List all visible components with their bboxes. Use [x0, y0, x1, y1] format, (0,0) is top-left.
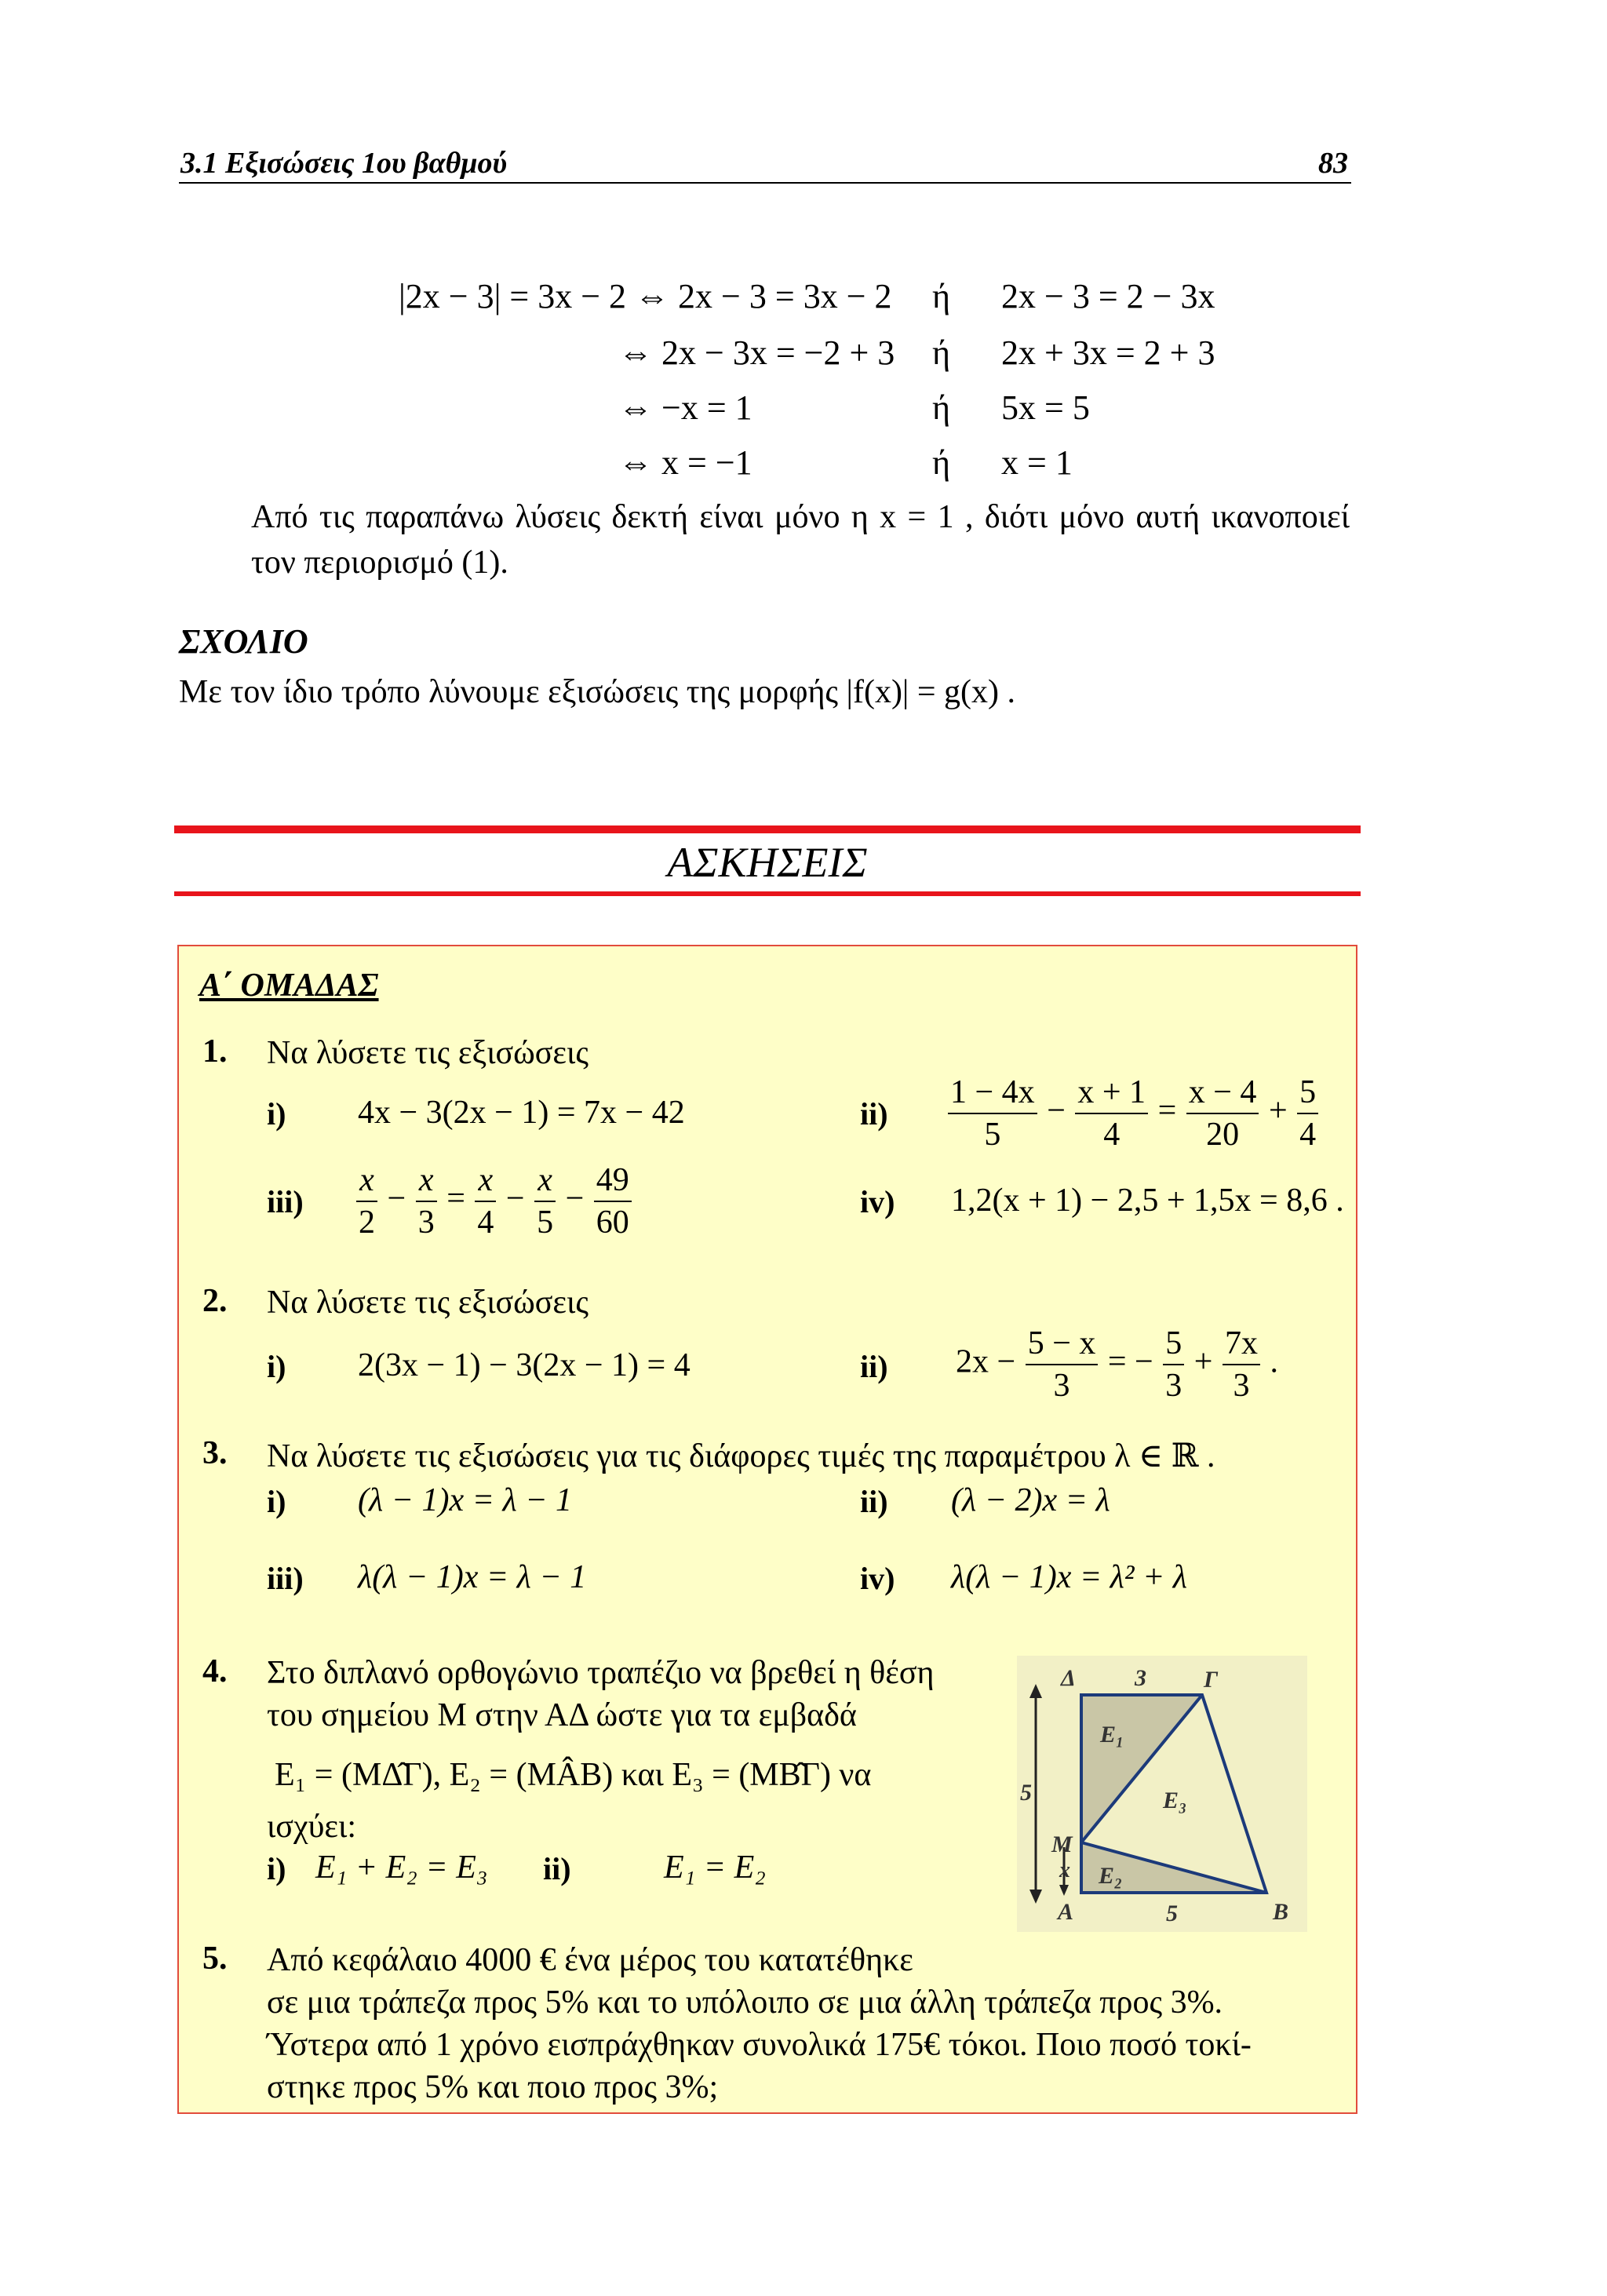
- exercise-5-line-1: Από κεφάλαιο 4000 € ένα μέρος του κατατέθηκε: [267, 1942, 913, 1978]
- exercise-4-ii-label: ii): [543, 1851, 571, 1886]
- label-e3: E₃: [1163, 1788, 1187, 1813]
- label-gamma: Γ: [1204, 1667, 1219, 1693]
- frac-numerator: x: [475, 1160, 496, 1202]
- page-number: 83: [1318, 147, 1348, 180]
- label-delta: Δ: [1061, 1665, 1076, 1691]
- exercise-1-i-label: i): [267, 1096, 286, 1132]
- frac-denominator: 4: [1103, 1117, 1121, 1153]
- header-rule: [179, 182, 1351, 184]
- frac-denominator: 5: [537, 1204, 554, 1241]
- derivation-row-2-left: ⇔ 2x − 3x = −2 + 3: [618, 333, 895, 372]
- derivation-row-2-right: 2x + 3x = 2 + 3: [1001, 333, 1215, 372]
- exercise-2-ii-expr: 2x − $\frac{5 - x}{3}$ = − $\frac{5}{3}$ + $\frac{7x}{3}$ .: [956, 1323, 1278, 1406]
- arrowhead-down-small-icon: [1059, 1885, 1069, 1896]
- frac-denominator: 4: [477, 1204, 494, 1241]
- frac-numerator: 5: [1163, 1323, 1184, 1365]
- group-title: Α΄ ΟΜΑΔΑΣ: [199, 968, 379, 1004]
- trapezoid-svg: [1017, 1656, 1307, 1932]
- frac-numerator: 49: [594, 1160, 632, 1202]
- note-text: Με τον ίδιο τρόπο λύνουμε εξισώσεις της μορφής |f(x)| = g(x) .: [179, 674, 1015, 710]
- exercise-3-i-label: i): [267, 1484, 286, 1519]
- label-top-length: 3: [1135, 1665, 1146, 1691]
- exercise-3-iii-expr: λ(λ − 1)x = λ − 1: [358, 1559, 587, 1595]
- frac-denominator: 3: [1233, 1368, 1250, 1404]
- label-side-length: 5: [1020, 1780, 1032, 1806]
- derivation-row-1-left: |2x − 3| = 3x − 2 ⇔ 2x − 3 = 3x − 2: [399, 277, 892, 315]
- red-rule-bottom: [174, 891, 1361, 896]
- exercise-3-i-expr: (λ − 1)x = λ − 1: [358, 1482, 573, 1518]
- note-title: ΣΧΟΛΙΟ: [179, 622, 308, 661]
- label-e2: E₂: [1099, 1863, 1123, 1889]
- derivation-row-2-or: ή: [932, 333, 951, 372]
- frac-numerator: x − 4: [1186, 1072, 1259, 1114]
- exercise-4-line-2: του σημείου Μ στην ΑΔ ώστε για τα εμβαδά: [267, 1697, 857, 1733]
- frac-numerator: 1 − 4x: [948, 1072, 1037, 1114]
- derivation-row-4-left: ⇔ x = −1: [618, 443, 752, 482]
- exercise-5-line-3: Ύστερα από 1 χρόνο εισπράχθηκαν συνολικά 175€ τόκοι. Ποιο ποσό τοκί-: [267, 2027, 1252, 2063]
- frac-numerator: 5: [1297, 1072, 1318, 1114]
- frac-numerator: x: [534, 1160, 556, 1202]
- section-title: 3.1 Εξισώσεις 1ου βαθμού: [180, 147, 508, 180]
- exercise-1-iv-label: iv): [860, 1184, 895, 1219]
- frac-denominator: 3: [1053, 1368, 1070, 1404]
- derivation-row-4-right: x = 1: [1001, 443, 1073, 482]
- exercise-5-number: 5.: [202, 1941, 228, 1977]
- exercise-1-prompt: Να λύσετε τις εξισώσεις: [267, 1035, 589, 1071]
- derivation-row-1-right: 2x − 3 = 2 − 3x: [1001, 277, 1215, 315]
- frac-denominator: 3: [1165, 1368, 1182, 1404]
- exercise-3-iv-expr: λ(λ − 1)x = λ² + λ: [951, 1559, 1187, 1595]
- exercise-4-number: 4.: [202, 1653, 228, 1689]
- frac-numerator: x: [356, 1160, 377, 1202]
- exercise-3-prompt: Να λύσετε τις εξισώσεις για τις διάφορες τιμές της παραμέτρου λ ∈ ℝ .: [267, 1438, 1215, 1474]
- frac-numerator: 5 − x: [1026, 1323, 1099, 1365]
- exercise-3-ii-expr: (λ − 2)x = λ: [951, 1482, 1110, 1518]
- label-a: A: [1058, 1899, 1074, 1925]
- label-bottom-length: 5: [1166, 1901, 1178, 1926]
- derivation-row-1-or: ή: [932, 277, 951, 315]
- exercise-2-number: 2.: [202, 1283, 228, 1319]
- exercise-1-i-expr: 4x − 3(2x − 1) = 7x − 42: [358, 1095, 685, 1131]
- frac-denominator: 20: [1206, 1117, 1240, 1153]
- exercise-3-number: 3.: [202, 1435, 228, 1471]
- exercise-2-prompt: Να λύσετε τις εξισώσεις: [267, 1285, 589, 1321]
- red-rule-top: [174, 825, 1361, 833]
- exercise-1-ii-label: ii): [860, 1096, 888, 1132]
- frac-numerator: 7x: [1223, 1323, 1260, 1365]
- exercise-2-i-expr: 2(3x − 1) − 3(2x − 1) = 4: [358, 1347, 691, 1383]
- exercises-heading: ΑΣΚΗΣΕΙΣ: [667, 839, 868, 886]
- exercise-3-iii-label: iii): [267, 1561, 304, 1596]
- trapezoid-figure: [1017, 1656, 1307, 1932]
- frac-denominator: 60: [596, 1204, 629, 1241]
- arrowhead-up-icon: [1029, 1684, 1042, 1698]
- exercise-3-ii-label: ii): [860, 1484, 888, 1519]
- exercise-2-i-label: i): [267, 1349, 286, 1384]
- exercise-5-line-2: σε μια τράπεζα προς 5% και το υπόλοιπο σε μια άλλη τράπεζα προς 3%.: [267, 1984, 1223, 2021]
- exercise-3-iv-label: iv): [860, 1561, 895, 1596]
- derivation-row-3-left: ⇔ −x = 1: [618, 388, 752, 427]
- label-x: x: [1059, 1858, 1070, 1882]
- frac-denominator: 3: [417, 1204, 435, 1241]
- exercise-2-ii-prefix: 2x −: [956, 1343, 1016, 1380]
- exercise-1-number: 1.: [202, 1033, 228, 1070]
- exercise-4-line-4: ισχύει:: [267, 1809, 356, 1845]
- exercise-2-ii-label: ii): [860, 1349, 888, 1384]
- derivation-row-3-right: 5x = 5: [1001, 388, 1090, 427]
- derivation-row-4-or: ή: [932, 443, 951, 482]
- exercise-4-ii-expr: E₁ = E₂: [664, 1850, 766, 1886]
- frac-denominator: 2: [359, 1204, 375, 1241]
- frac-denominator: 5: [984, 1117, 1001, 1153]
- exercise-4-i-label: i): [267, 1851, 286, 1886]
- frac-numerator: x + 1: [1075, 1072, 1148, 1114]
- arrowhead-down-icon: [1029, 1890, 1042, 1904]
- label-e1: E₁: [1100, 1722, 1124, 1748]
- exercise-4-i-expr: E₁ + E₂ = E₃: [315, 1850, 488, 1886]
- frac-denominator: 4: [1299, 1117, 1317, 1153]
- frac-numerator: x: [416, 1160, 437, 1202]
- exercise-4-line-1: Στο διπλανό ορθογώνιο τραπέζιο να βρεθεί η θέση: [267, 1655, 935, 1691]
- exercise-1-ii-expr: $\frac{1 - 4x}{5}$ − $\frac{x + 1}{4}$ = $\frac{x - 4}{20}$ + $\frac{5}{4}$: [946, 1072, 1320, 1155]
- derivation-conclusion: Από τις παραπάνω λύσεις δεκτή είναι μόνο η x = 1 , διότι μόνο αυτή ικανοποιεί τον περιορισμό (1).: [251, 499, 1350, 581]
- exercise-1-iii-expr: $\frac{x}{2}$ − $\frac{x}{3}$ = $\frac{x}{4}$ − $\frac{x}{5}$ − $\frac{49}{60}$: [355, 1160, 633, 1243]
- exercise-1-iii-label: iii): [267, 1184, 304, 1219]
- exercise-4-line-3: E₁ = (ΜΔ̂Γ), E₂ = (ΜÂΒ) και E₃ = (ΜΒ̂Γ) να: [275, 1757, 872, 1793]
- derivation-row-3-or: ή: [932, 388, 951, 427]
- label-b: B: [1273, 1899, 1289, 1925]
- exercise-5-line-4: στηκε προς 5% και ποιο προς 3%;: [267, 2069, 719, 2105]
- exercise-1-iv-expr: 1,2(x + 1) − 2,5 + 1,5x = 8,6 .: [951, 1183, 1344, 1219]
- label-m: M: [1051, 1831, 1073, 1857]
